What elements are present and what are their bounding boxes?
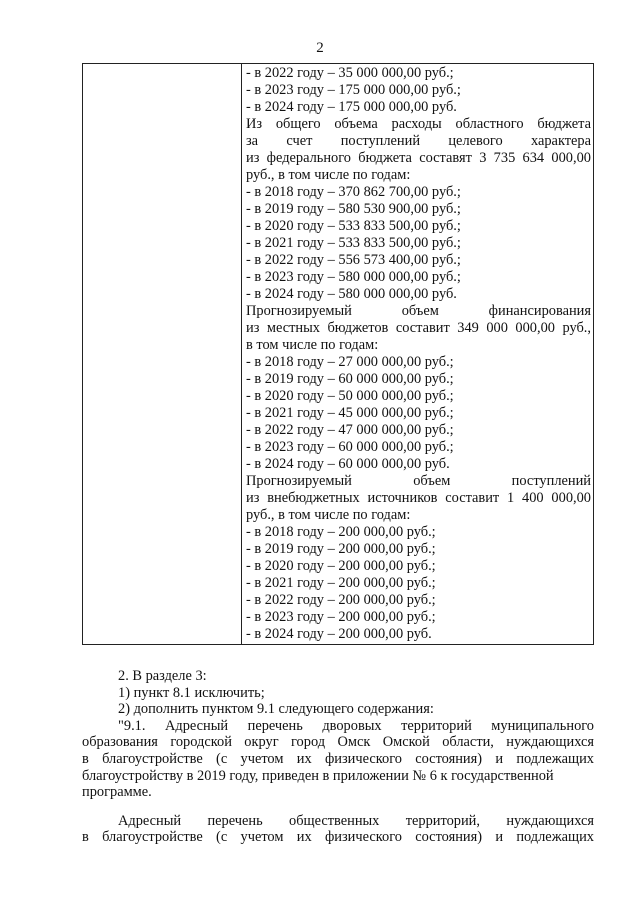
table-line: - в 2024 году – 580 000 000,00 руб. bbox=[246, 286, 457, 302]
table-line: - в 2020 году – 200 000,00 руб.; bbox=[246, 558, 436, 574]
paragraph-line: "9.1. Адресный перечень дворовых территорий муниципального bbox=[118, 717, 594, 734]
table-line: - в 2022 году – 47 000 000,00 руб.; bbox=[246, 422, 454, 438]
table-line: - в 2021 году – 45 000 000,00 руб.; bbox=[246, 405, 454, 421]
page-number: 2 bbox=[316, 40, 324, 56]
paragraph-line: в благоустройстве (с учетом их физического состояния) и подлежащих bbox=[82, 829, 594, 846]
table-line: в том числе по годам: bbox=[246, 337, 379, 353]
list-item-1: 1) пункт 8.1 исключить; bbox=[118, 684, 265, 701]
table-line: Прогнозируемый объем поступлений bbox=[246, 473, 591, 489]
table-line: - в 2023 году – 60 000 000,00 руб.; bbox=[246, 439, 454, 455]
list-item-2: 2) дополнить пунктом 9.1 следующего содержания: bbox=[118, 701, 434, 718]
paragraph-line: благоустройству в 2019 году, приведен в приложении № 6 к государственной bbox=[82, 767, 554, 784]
financing-table bbox=[82, 63, 594, 645]
table-line: из федерального бюджета составят 3 735 634 000,00 bbox=[246, 150, 591, 166]
table-line: - в 2018 году – 200 000,00 руб.; bbox=[246, 524, 436, 540]
table-line: - в 2023 году – 580 000 000,00 руб.; bbox=[246, 269, 461, 285]
paragraph-9-1 bbox=[82, 718, 594, 801]
paragraph-line: образования городской округ город Омск Омской области, нуждающихся bbox=[82, 734, 594, 751]
table-line: - в 2022 году – 556 573 400,00 руб.; bbox=[246, 252, 461, 268]
table-line: - в 2022 году – 35 000 000,00 руб.; bbox=[246, 65, 454, 81]
table-line: руб., в том числе по годам: bbox=[246, 507, 411, 523]
table-line: - в 2020 году – 533 833 500,00 руб.; bbox=[246, 218, 461, 234]
table-line: - в 2021 году – 200 000,00 руб.; bbox=[246, 575, 436, 591]
table-line: из местных бюджетов составит 349 000 000,00 руб., bbox=[246, 320, 591, 336]
table-line: Прогнозируемый объем финансирования bbox=[246, 303, 591, 319]
table-line: руб., в том числе по годам: bbox=[246, 167, 411, 183]
table-line: - в 2020 году – 50 000 000,00 руб.; bbox=[246, 388, 454, 404]
paragraph-line: в благоустройстве (с учетом их физического состояния) и подлежащих bbox=[82, 750, 594, 767]
table-line: - в 2024 году – 200 000,00 руб. bbox=[246, 626, 432, 642]
paragraph-line: Адресный перечень общественных территорий, нуждающихся bbox=[118, 812, 594, 829]
paragraph-public-territories bbox=[82, 813, 594, 846]
table-line: - в 2023 году – 200 000,00 руб.; bbox=[246, 609, 436, 625]
table-line: - в 2019 году – 580 530 900,00 руб.; bbox=[246, 201, 461, 217]
table-line: за счет поступлений целевого характера bbox=[246, 133, 591, 149]
table-line: из внебюджетных источников составит 1 400 000,00 bbox=[246, 490, 591, 506]
table-line: - в 2018 году – 27 000 000,00 руб.; bbox=[246, 354, 454, 370]
body-text bbox=[82, 668, 594, 846]
section-heading: 2. В разделе 3: bbox=[118, 668, 207, 684]
table-line: - в 2023 году – 175 000 000,00 руб.; bbox=[246, 82, 461, 98]
table-line: Из общего объема расходы областного бюджета bbox=[246, 116, 591, 132]
table-line: - в 2019 году – 60 000 000,00 руб.; bbox=[246, 371, 454, 387]
table-right-cell bbox=[246, 65, 591, 643]
table-line: - в 2021 году – 533 833 500,00 руб.; bbox=[246, 235, 461, 251]
table-column-divider bbox=[241, 64, 242, 644]
table-line: - в 2018 году – 370 862 700,00 руб.; bbox=[246, 184, 461, 200]
table-line: - в 2022 году – 200 000,00 руб.; bbox=[246, 592, 436, 608]
table-line: - в 2024 году – 60 000 000,00 руб. bbox=[246, 456, 450, 472]
paragraph-line: программе. bbox=[82, 784, 152, 801]
table-line: - в 2019 году – 200 000,00 руб.; bbox=[246, 541, 436, 557]
table-line: - в 2024 году – 175 000 000,00 руб. bbox=[246, 99, 457, 115]
